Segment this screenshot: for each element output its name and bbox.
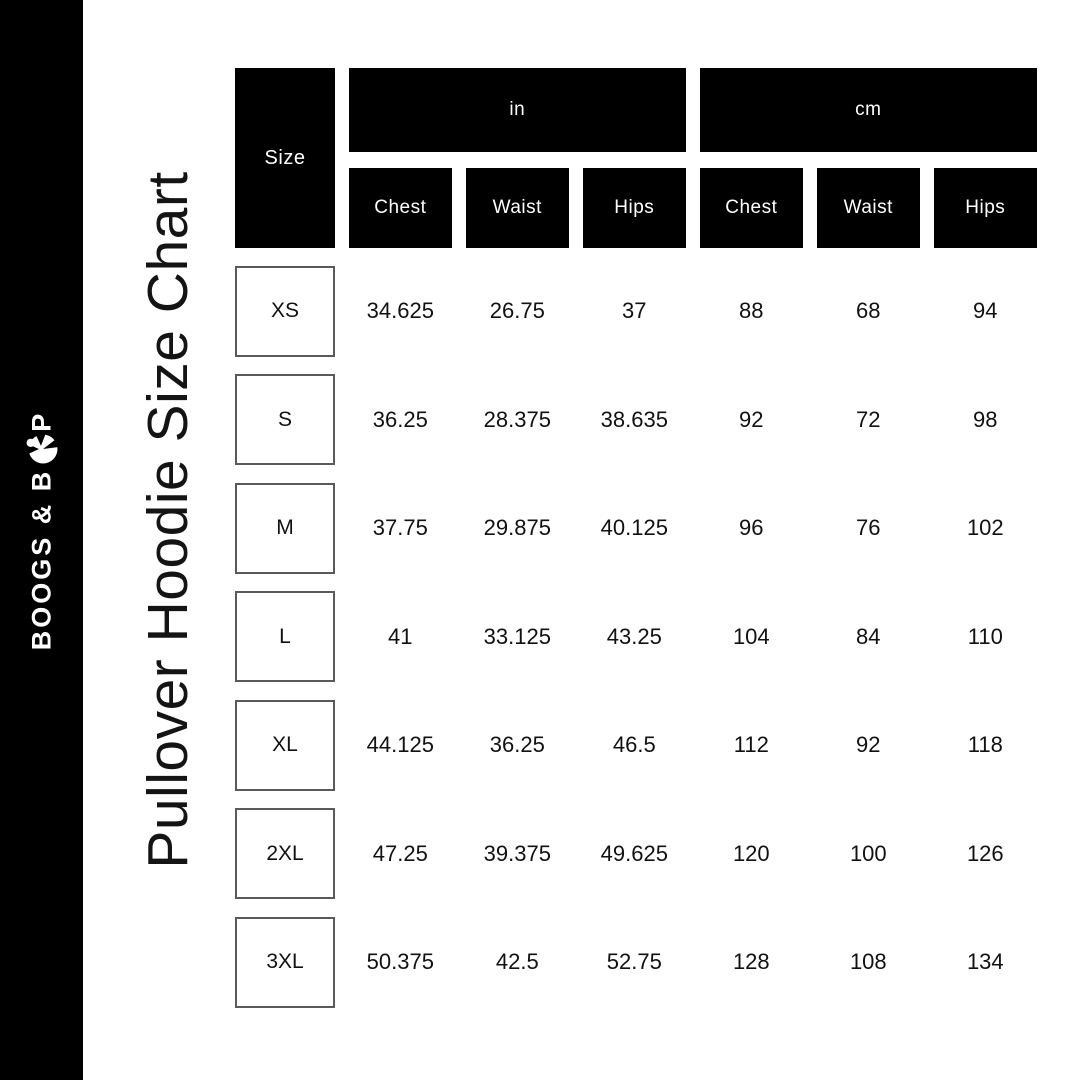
table-header [235,68,1037,248]
cell-value: 36.25 [489,732,545,757]
table-row [235,266,1037,357]
cell-value: 118 [967,732,1003,757]
table-row [235,700,1037,791]
size-label: XS [235,266,335,357]
size-label: 2XL [235,808,335,899]
cell-value: 49.625 [600,840,668,866]
cell-value: 41 [388,623,413,649]
cell-value: 42.5 [495,949,539,974]
cell-value: 52.75 [606,949,662,974]
cell-value: 92 [739,406,764,432]
unit-group-cm: cm [700,68,1037,152]
size-label: 3XL [235,917,335,1008]
cell-value: 40.125 [600,515,668,540]
cell-value: 47.25 [372,840,428,866]
brand-text-suffix: P [26,410,57,432]
size-label: L [235,591,335,682]
cell-value: 50.375 [366,949,434,974]
brand-sidebar [0,0,83,1080]
cell-value: 26.75 [489,298,545,323]
column-header-waist-cm: Waist [817,168,920,248]
cell-value: 34.625 [366,298,434,323]
dog-face-o-icon [26,433,59,466]
cell-value: 37 [622,298,647,323]
cell-value: 120 [732,840,770,866]
cell-value: 33.125 [483,623,551,649]
cell-value: 108 [849,949,887,974]
size-column-header: Size [235,68,335,248]
cell-value: 134 [966,949,1004,974]
cell-value: 37.75 [372,515,428,540]
column-header-chest-cm: Chest [700,168,803,248]
size-label: M [235,483,335,574]
cell-value: 102 [966,515,1004,540]
cell-value: 44.125 [366,732,434,757]
column-header-waist-in: Waist [466,168,569,248]
cell-value: 38.635 [600,406,668,432]
cell-value: 76 [856,515,881,540]
table-row [235,591,1037,682]
size-chart-table [235,68,1037,1008]
cell-value: 92 [856,732,881,757]
cell-value: 94 [973,298,998,323]
column-header-chest-in: Chest [349,168,452,248]
cell-value: 96 [739,515,764,540]
cell-value: 72 [856,406,881,432]
cell-value: 88 [739,298,764,323]
size-label: XL [235,700,335,791]
cell-value: 28.375 [483,406,551,432]
table-row [235,483,1037,574]
cell-value: 98 [973,406,998,432]
cell-value: 43.25 [606,623,662,649]
cell-value: 112 [733,732,769,757]
cell-value: 100 [849,840,887,866]
unit-group-in: in [349,68,686,152]
cell-value: 110 [967,623,1003,649]
cell-value: 104 [732,623,770,649]
cell-value: 68 [856,298,881,323]
cell-value: 46.5 [612,732,656,757]
cell-value: 39.375 [483,840,551,866]
cell-value: 126 [966,840,1004,866]
table-row [235,917,1037,1008]
table-row [235,374,1037,465]
cell-value: 36.25 [372,406,428,432]
page-title: Pullover Hoodie Size Chart [136,171,200,869]
brand-text-prefix: BOOGS & B [26,468,57,651]
column-header-hips-in: Hips [583,168,686,248]
size-label: S [235,374,335,465]
brand-wordmark [1,281,84,781]
cell-value: 84 [856,623,881,649]
table-row [235,808,1037,899]
cell-value: 128 [732,949,770,974]
column-header-hips-cm: Hips [934,168,1037,248]
cell-value: 29.875 [483,515,551,540]
